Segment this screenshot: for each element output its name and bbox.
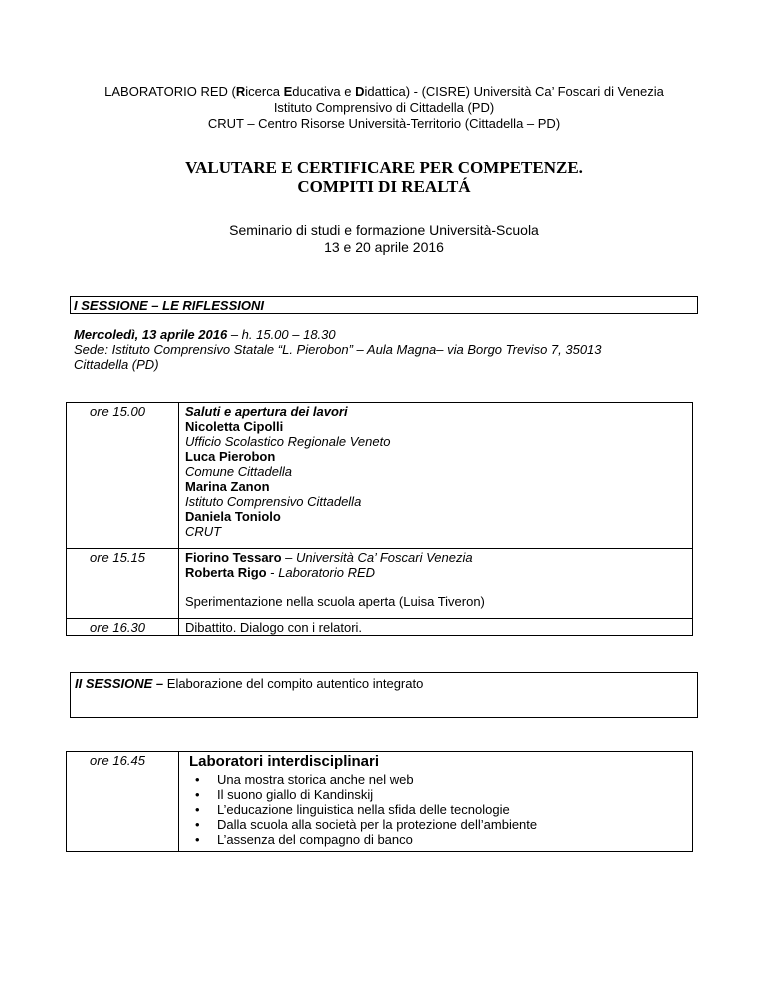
program-item-title: Saluti e apertura dei lavori xyxy=(185,404,348,419)
session-1-heading-text: I SESSIONE – LE RIFLESSIONI xyxy=(74,298,264,313)
subtitle-line-2: 13 e 20 aprile 2016 xyxy=(324,239,444,255)
speaker-name: Daniela Toniolo xyxy=(185,509,281,524)
lab-table xyxy=(66,751,693,852)
session-1-venue-line-2: Cittadella (PD) xyxy=(74,357,159,372)
speaker-name: Nicoletta Cipolli xyxy=(185,419,284,434)
lab-time: ore 16.45 xyxy=(67,752,179,852)
session-1-info xyxy=(74,327,694,372)
session-1-venue-line-1: Sede: Istituto Comprensivo Statale “L. Pierobon” – Aula Magna– via Borgo Treviso 7, 35013 xyxy=(74,342,602,357)
speaker-role: CRUT xyxy=(185,524,222,539)
list-item: • Dalla scuola alla società per la protezione dell’ambiente xyxy=(217,817,687,832)
session-2-heading-label: II SESSIONE – xyxy=(75,676,164,691)
list-item: • L’educazione linguistica nella sfida delle tecnologie xyxy=(217,802,687,817)
lab-list xyxy=(185,772,687,847)
speaker-name: Marina Zanon xyxy=(185,479,270,494)
speaker-line xyxy=(185,565,687,580)
session-2-heading-text: Elaborazione del compito autentico integrato xyxy=(163,676,424,691)
program-row xyxy=(67,619,693,636)
separator: - xyxy=(266,565,279,580)
header-initial-r: R xyxy=(235,84,246,99)
subtitle-line-1: Seminario di studi e formazione Università-Scuola xyxy=(229,222,539,238)
speaker-role: Università Ca’ Foscari Venezia xyxy=(296,550,473,565)
session-1-date xyxy=(74,327,694,342)
header-text: icerca xyxy=(245,84,284,99)
header-line-1 xyxy=(0,84,768,100)
speaker-role: Comune Cittadella xyxy=(185,464,292,479)
separator: – xyxy=(281,550,297,565)
header-initial-d: D xyxy=(355,84,365,99)
list-item: • L’assenza del compagno di banco xyxy=(217,832,687,847)
program-row xyxy=(67,549,693,619)
speaker-role: Laboratorio RED xyxy=(278,565,376,580)
document-subtitle xyxy=(0,222,768,256)
program-row xyxy=(67,403,693,549)
header-initial-e: E xyxy=(283,84,293,99)
spacer xyxy=(185,580,687,594)
speaker-name: Roberta Rigo xyxy=(185,565,267,580)
program-content xyxy=(179,403,693,549)
speaker-role: Istituto Comprensivo Cittadella xyxy=(185,494,362,509)
title-line-2: COMPITI DI REALTÁ xyxy=(297,177,471,196)
session-2-heading xyxy=(70,672,698,718)
speaker-role: Ufficio Scolastico Regionale Veneto xyxy=(185,434,391,449)
header-text: LABORATORIO RED ( xyxy=(104,84,236,99)
session-1-date-bold: Mercoledì, 13 aprile 2016 xyxy=(74,327,228,342)
speaker-name: Fiorino Tessaro xyxy=(185,550,282,565)
title-line-1: VALUTARE E CERTIFICARE PER COMPETENZE. xyxy=(185,158,583,177)
session-1-heading xyxy=(70,296,698,314)
header-line-3: CRUT – Centro Risorse Università-Territorio (Cittadella – PD) xyxy=(207,116,561,131)
lab-row xyxy=(67,752,693,852)
list-item: • Una mostra storica anche nel web xyxy=(217,772,687,787)
document-title xyxy=(0,158,768,196)
program-content xyxy=(179,549,693,619)
speaker-line xyxy=(185,550,687,565)
list-item: • Il suono giallo di Kandinskij xyxy=(217,787,687,802)
header-text: ducativa e xyxy=(292,84,356,99)
program-time: ore 15.00 xyxy=(67,403,179,549)
program-time: ore 16.30 xyxy=(67,619,179,636)
session-1-time: – h. 15.00 – 18.30 xyxy=(227,327,336,342)
program-content: Dibattito. Dialogo con i relatori. xyxy=(179,619,693,636)
speaker-name: Luca Pierobon xyxy=(185,449,276,464)
program-time: ore 15.15 xyxy=(67,549,179,619)
program-table xyxy=(66,402,693,636)
lab-title: Laboratori interdisciplinari xyxy=(189,753,380,770)
header-text: idattica) - (CISRE) Università Ca’ Foscari di Venezia xyxy=(364,84,664,99)
lab-content xyxy=(179,752,693,852)
document-header xyxy=(0,84,768,132)
header-line-2: Istituto Comprensivo di Cittadella (PD) xyxy=(273,100,495,115)
program-note: Sperimentazione nella scuola aperta (Luisa Tiveron) xyxy=(185,594,485,609)
